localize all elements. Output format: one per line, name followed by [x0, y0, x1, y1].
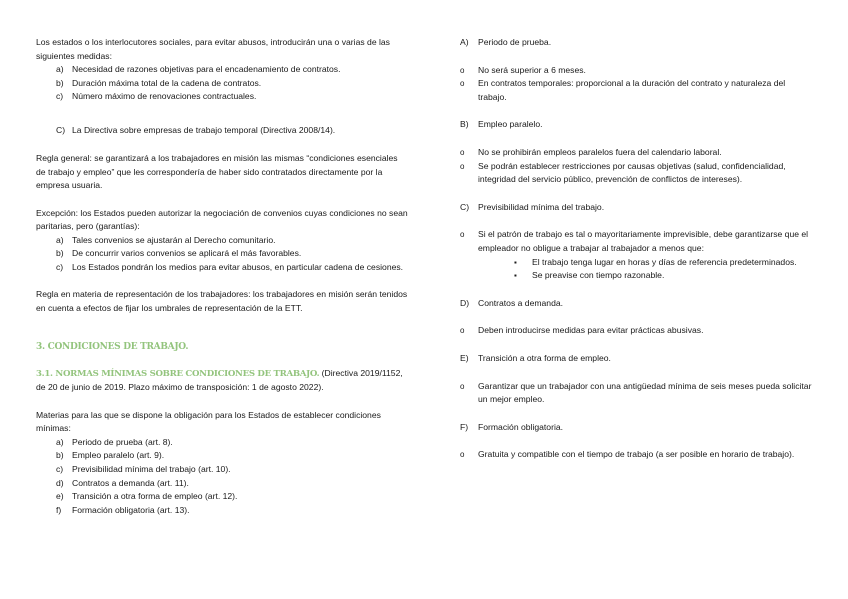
right-column [460, 36, 812, 462]
list-item: b) Empleo paralelo (art. 9). [56, 450, 165, 461]
list-item: e) Transición a otra forma de empleo (art. 12). [56, 491, 238, 502]
regla-general-paragraph: Regla general: se garantizará a los trabajadores en misión las mismas “condiciones esenciales de trabajo y empleo” que les correspondería de haber sido contratados directamente por la empresa usuaria. [36, 153, 398, 191]
heading-previsibilidad: C) Previsibilidad mínima del trabajo. [460, 201, 605, 212]
list-item: o Se podrán establecer restricciones por causas objetivas (salud, confidencialidad, integridad del servicio público, prevención de conflictos de intereses). [460, 160, 786, 185]
directive-heading: C) La Directiva sobre empresas de trabajo temporal (Directiva 2008/14). [56, 124, 336, 135]
heading-periodo-prueba: A) Periodo de prueba. [460, 37, 552, 47]
list-item: a) Tales convenios se ajustarán al Derecho comunitario. [56, 234, 276, 245]
bullet-item: ▪ El trabajo tenga lugar en horas y días de referencia predeterminados. [514, 256, 797, 267]
heading-formacion: F) Formación obligatoria. [460, 421, 564, 432]
representacion-paragraph: Regla en materia de representación de los trabajadores: los trabajadores en misión serán tenidos en cuenta a efectos de fijar los umbrales de representación de la ETT. [36, 289, 408, 313]
list-item: c) Previsibilidad mínima del trabajo (art. 10). [56, 464, 231, 475]
list-item: f) Formación obligatoria (art. 13). [56, 504, 190, 515]
list-item: a) Necesidad de razones objetivas para el encadenamiento de contratos. [56, 64, 341, 75]
list-item: o No será superior a 6 meses. [460, 64, 586, 75]
left-column [36, 36, 408, 517]
intro-paragraph: Los estados o los interlocutores sociales, para evitar abusos, introducirán una o varias de las siguientes medidas: [36, 37, 390, 61]
list-item: a) Periodo de prueba (art. 8). [56, 436, 173, 447]
list-item: c) Número máximo de renovaciones contractuales. [56, 91, 257, 102]
list-item: b) De concurrir varios convenios se aplicará el más favorables. [56, 248, 302, 259]
heading-transicion: E) Transición a otra forma de empleo. [460, 352, 611, 363]
list-item: b) Duración máxima total de la cadena de contratos. [56, 77, 262, 88]
list-item: o En contratos temporales: proporcional a la duración del contrato y naturaleza del trabajo. [460, 78, 786, 102]
bullet-item: ▪ Se preavise con tiempo razonable. [514, 270, 665, 281]
heading-contratos-demanda: D) Contratos a demanda. [460, 297, 564, 308]
list-item: o Gratuita y compatible con el tiempo de trabajo (a ser posible en horario de trabajo). [460, 449, 795, 460]
section-3-1-paragraph: 3.1. NORMAS MÍNIMAS SOBRE CONDICIONES DE TRABAJO. (Directiva 2019/1152, de 20 de junio de 2019. Plazo máximo de transposición: 1 de agosto 2022). [36, 367, 403, 393]
list-item: o Deben introducirse medidas para evitar prácticas abusivas. [460, 325, 704, 336]
list-item: d) Contratos a demanda (art. 11). [56, 477, 189, 488]
section-3-1-title: 3.1. NORMAS MÍNIMAS SOBRE CONDICIONES DE TRABAJO. [36, 368, 320, 379]
list-item: o Garantizar que un trabajador con una antigüedad mínima de seis meses pueda solicitar un mejor empleo. [460, 380, 812, 405]
section-3-title: 3. CONDICIONES DE TRABAJO. [36, 342, 189, 353]
list-item: c) Los Estados pondrán los medios para evitar abusos, en particular cadena de cesiones. [56, 261, 404, 272]
heading-empleo-paralelo: B) Empleo paralelo. [460, 119, 543, 130]
list-item: o No se prohibirán empleos paralelos fuera del calendario laboral. [460, 146, 722, 157]
materias-paragraph: Materias para las que se dispone la obligación para los Estados de establecer condiciones mínimas: [36, 409, 381, 434]
excepcion-paragraph: Excepción: los Estados pueden autorizar la negociación de convenios cuyas condiciones no sean paritarias, pero (garantías): [36, 207, 408, 232]
list-item: o Si el patrón de trabajo es tal o mayoritariamente imprevisible, debe garantizarse que el empleador no obligue a trabajar al trabajador a menos que: [460, 229, 809, 253]
